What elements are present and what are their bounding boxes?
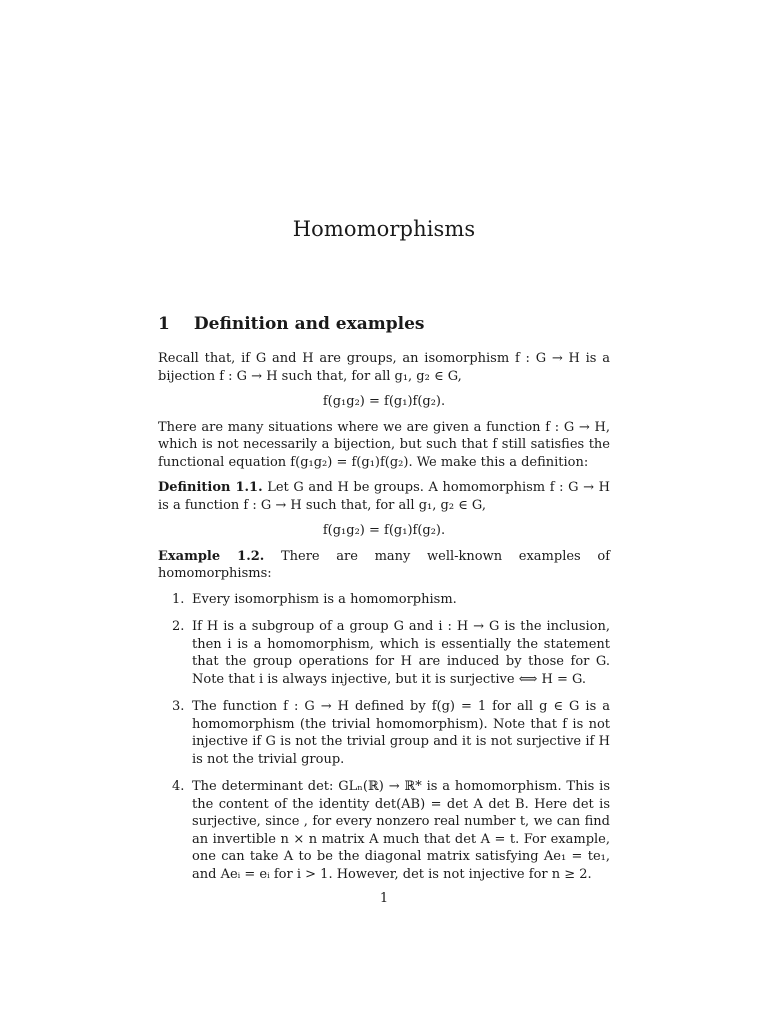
equation-1: f(g₁g₂) = f(g₁)f(g₂). (322, 394, 446, 409)
list-item-text: The determinant det: GLₙ(ℝ) → ℝ* is a homomorphism. This is the content of the identity det(AB) = det A det B. Here det is surjective, since , for every nonzero real number t, we can find an invertible n × n matrix A much that det A = t. For example, one can take A to be the diagonal matrix satisfying Ae₁ = te₁, and Aeᵢ = eᵢ for i > 1. However, det is not injective for n ≥ 2. (192, 779, 610, 882)
example-paragraph (158, 548, 610, 583)
page-title: Homomorphisms (292, 217, 476, 241)
definition-paragraph (158, 479, 610, 514)
many-situations-paragraph: There are many situations where we are given a function f : G → H, which is not necessarily a bijection, but such that f still satisfies the functional equation f(g₁g₂) = f(g₁)f(g₂). We make this a definition: (158, 419, 610, 470)
list-item-number: 3. (172, 699, 185, 714)
definition-label: Definition 1.1. (158, 480, 263, 495)
list-item-text: If H is a subgroup of a group G and i : H → G is the inclusion, then i is a homomorphism, which is essentially the statement that the group operations for H are induced by those for G. Note that i is always injective, but it is surjective ⟺ H = G. (192, 619, 610, 687)
section-heading (158, 314, 424, 334)
list-item (158, 778, 610, 883)
list-item (158, 591, 610, 609)
definition-text: Let G and H be groups. A homomorphism f : G → H is a function f : G → H such that, for all g₁, g₂ ∈ G, (158, 480, 610, 513)
recall-paragraph: Recall that, if G and H are groups, an isomorphism f : G → H is a bijection f : G → H such that, for all g₁, g₂ ∈ G, (158, 351, 610, 384)
list-item (158, 618, 610, 688)
list-item-text: The function f : G → H defined by f(g) = 1 for all g ∈ G is a homomorphism (the trivial homomorphism). Note that f is not injective if G is not the trivial group and it is not surjective if H is not the trivial group. (192, 699, 610, 767)
list-item-number: 2. (172, 619, 185, 634)
example-label: Example 1.2. (158, 548, 265, 564)
list-item-number: 4. (172, 779, 185, 794)
section-number: 1 (158, 314, 170, 334)
examples-list (158, 591, 610, 884)
example-text: There are many well-known examples of homomorphisms: (158, 548, 611, 581)
section-title: Definition and examples (193, 314, 425, 334)
page-number: 1 (379, 891, 389, 906)
list-item (158, 698, 610, 768)
list-item-text: Every isomorphism is a homomorphism. (192, 591, 457, 607)
list-item-number: 1. (172, 591, 185, 607)
equation-2: f(g₁g₂) = f(g₁)f(g₂). (322, 523, 446, 538)
page-body (158, 350, 610, 893)
